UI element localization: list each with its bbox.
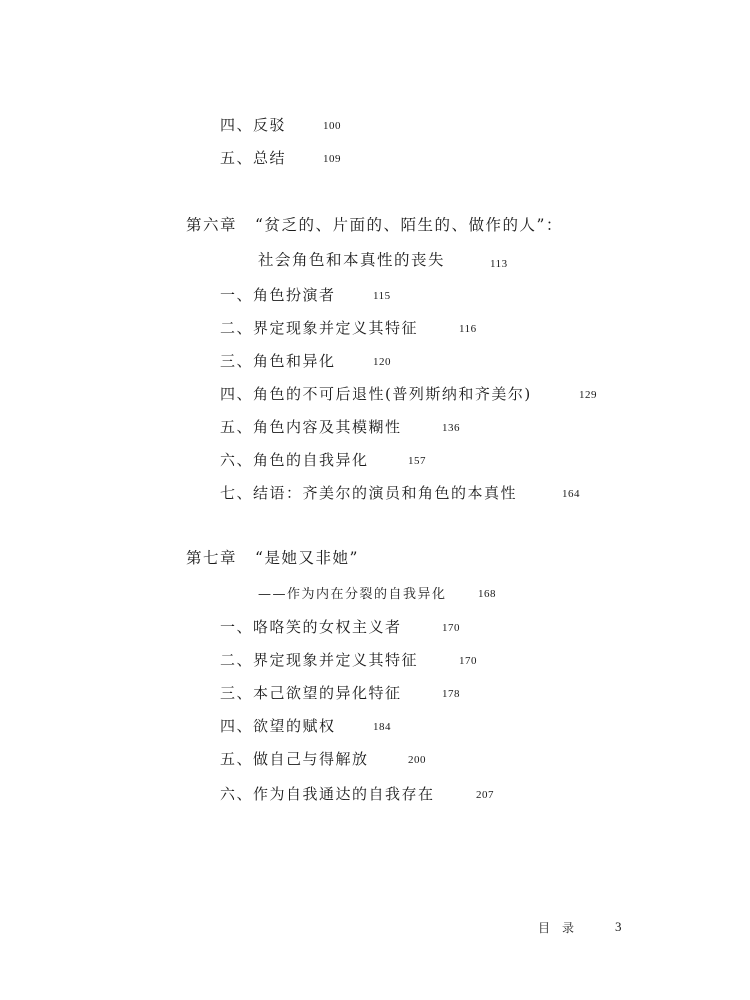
toc-entry-ch6-5 [220,417,460,437]
toc-entry-ch6-3 [220,351,391,371]
toc-entry-page: 115 [373,290,391,302]
toc-entry-label: 四、角色的不可后退性(普列斯纳和齐美尔) [220,385,532,403]
toc-entry-ch7-2 [220,650,477,670]
toc-entry-page: 129 [579,389,597,401]
toc-entry-label: 六、作为自我通达的自我存在 [220,785,435,803]
toc-entry-page: 120 [373,356,391,368]
toc-entry-ch7-6 [220,784,494,804]
toc-entry-label: 七、结语：齐美尔的演员和角色的本真性 [220,484,518,502]
chapter-subtitle-page: 168 [478,588,496,600]
toc-entry-label: 三、本己欲望的异化特征 [220,684,402,702]
toc-entry-page: 170 [442,622,460,634]
chapter-number: 第七章 [186,549,238,567]
toc-entry-ch7-5 [220,749,426,769]
toc-entry-ch6-7 [220,483,580,503]
toc-entry-page: 109 [323,153,341,165]
toc-entry-label: 二、界定现象并定义其特征 [220,651,419,669]
toc-entry-page: 170 [459,655,477,667]
chapter-heading-7 [186,548,359,568]
toc-entry-label: 二、界定现象并定义其特征 [220,319,419,337]
toc-entry-ch6-1 [220,285,391,305]
toc-entry-label: 五、角色内容及其模糊性 [220,418,402,436]
toc-entry-ch6-6 [220,450,426,470]
toc-entry-label: 六、角色的自我异化 [220,451,369,469]
chapter-number: 第六章 [186,216,238,234]
toc-entry-ch6-2 [220,318,477,338]
chapter-title: “是她又非她” [255,549,359,567]
chapter-title: “贫乏的、片面的、陌生的、做作的人”： [255,216,563,234]
toc-entry-ch7-4 [220,716,391,736]
toc-entry-page: 178 [442,688,460,700]
toc-entry-label: 三、角色和异化 [220,352,336,370]
toc-entry-label: 四、反驳 [220,116,287,134]
toc-entry-prev-4 [220,115,341,135]
chapter-subtitle: ——作为内在分裂的自我异化 [258,587,447,602]
toc-entry-label: 五、做自己与得解放 [220,750,369,768]
toc-entry-prev-5 [220,148,341,168]
toc-entry-ch6-4 [220,384,597,404]
toc-entry-page: 100 [323,120,341,132]
toc-entry-label: 一、角色扮演者 [220,286,336,304]
chapter-subtitle-6 [258,250,508,270]
toc-entry-label: 四、欲望的赋权 [220,717,336,735]
running-footer-label: 目录 [538,921,587,935]
chapter-subtitle-7 [258,583,496,605]
toc-entry-label: 一、咯咯笑的女权主义者 [220,618,402,636]
toc-entry-page: 116 [459,323,477,335]
toc-entry-ch7-3 [220,683,460,703]
toc-entry-page: 164 [562,488,580,500]
toc-entry-ch7-1 [220,617,460,637]
toc-entry-page: 200 [408,754,426,766]
chapter-heading-6 [186,215,563,235]
chapter-subtitle-page: 113 [490,258,508,270]
toc-entry-page: 157 [408,455,426,467]
chapter-subtitle: 社会角色和本真性的丧失 [258,251,446,269]
page-number: 3 [615,919,622,934]
toc-entry-label: 五、总结 [220,149,287,167]
toc-entry-page: 207 [476,789,494,801]
toc-entry-page: 136 [442,422,460,434]
toc-entry-page: 184 [373,721,391,733]
